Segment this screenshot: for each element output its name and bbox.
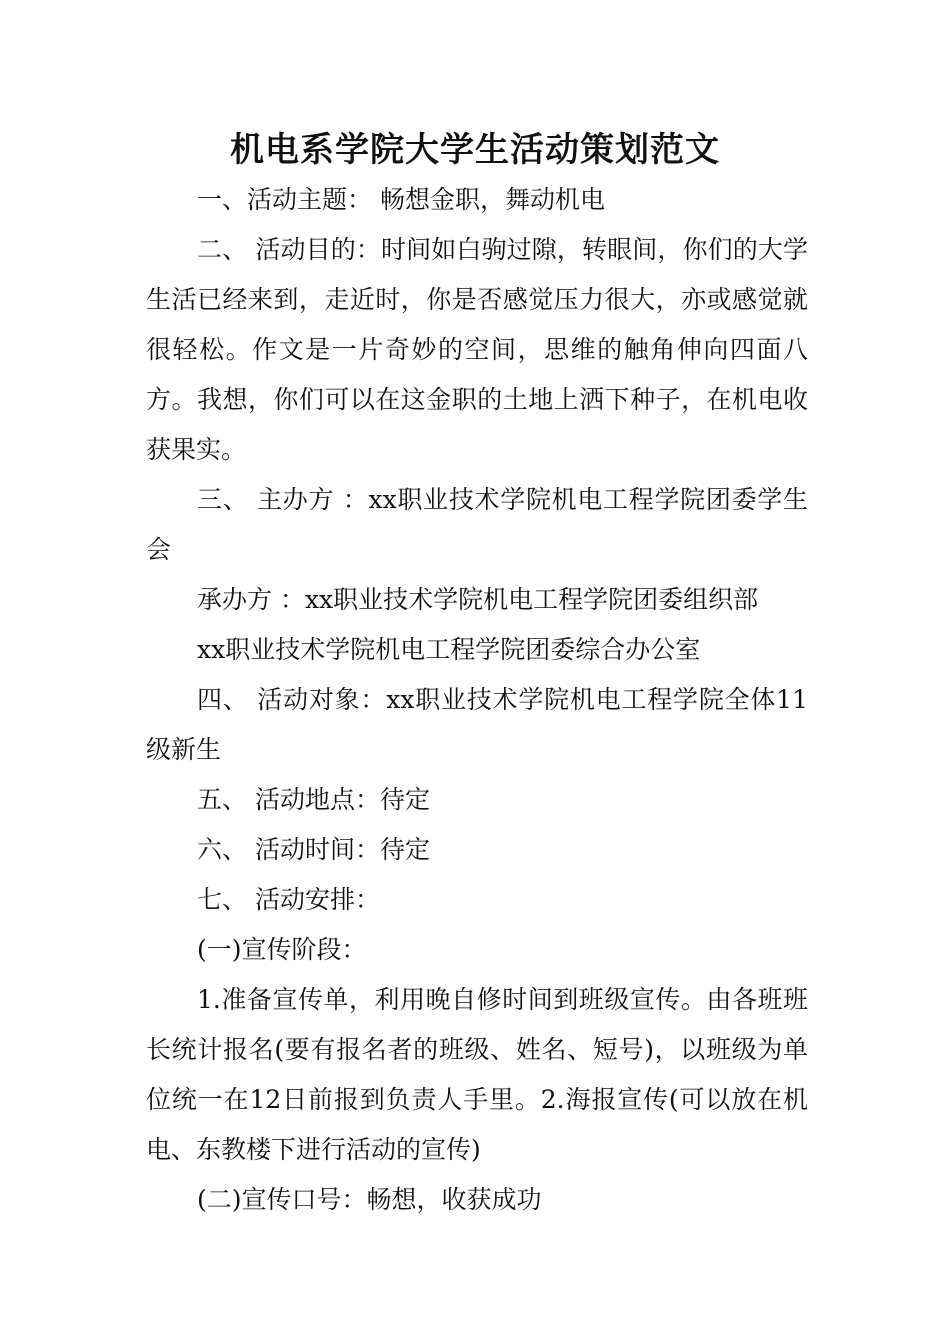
- paragraph-activity-theme: 一、活动主题： 畅想金职，舞动机电: [197, 185, 605, 214]
- document-title: 机电系学院大学生活动策划范文: [230, 130, 720, 170]
- paragraph-publicity-details: 1.准备宣传单，利用晚自修时间到班级宣传。由各班班长统计报名(要有报名者的班级、姓名、短号)，以班级为单位统一在12日前报到负责人手里。2.海报宣传(可以放在机电、东教楼下进行活动的宣传): [146, 985, 808, 1164]
- paragraph-activity-arrangement: 七、 活动安排：: [197, 885, 380, 914]
- paragraph-publicity-stage: (一)宣传阶段：: [197, 935, 367, 964]
- paragraph-publicity-slogan: (二)宣传口号：畅想，收获成功: [197, 1185, 542, 1214]
- paragraph-co-organizer: 承办方 ：xx职业技术学院机电工程学院团委组织部: [197, 585, 759, 614]
- paragraph-activity-target: 四、 活动对象：xx职业技术学院机电工程学院全体11级新生: [146, 685, 808, 764]
- paragraph-activity-purpose: 二、 活动目的：时间如白驹过隙，转眼间，你们的大学生活已经来到，走近时，你是否感觉压力很大，亦或感觉就很轻松。作文是一片奇妙的空间，思维的触角伸向四面八方。我想，你们可以在这金职的土地上洒下种子，在机电收获果实。: [146, 235, 808, 464]
- paragraph-co-organizer-office: xx职业技术学院机电工程学院团委综合办公室: [197, 635, 701, 664]
- paragraph-activity-location: 五、 活动地点：待定: [197, 785, 430, 814]
- paragraph-organizer: 三、 主办方 ：xx职业技术学院机电工程学院团委学生会: [146, 485, 808, 564]
- paragraph-activity-time: 六、 活动时间：待定: [197, 835, 430, 864]
